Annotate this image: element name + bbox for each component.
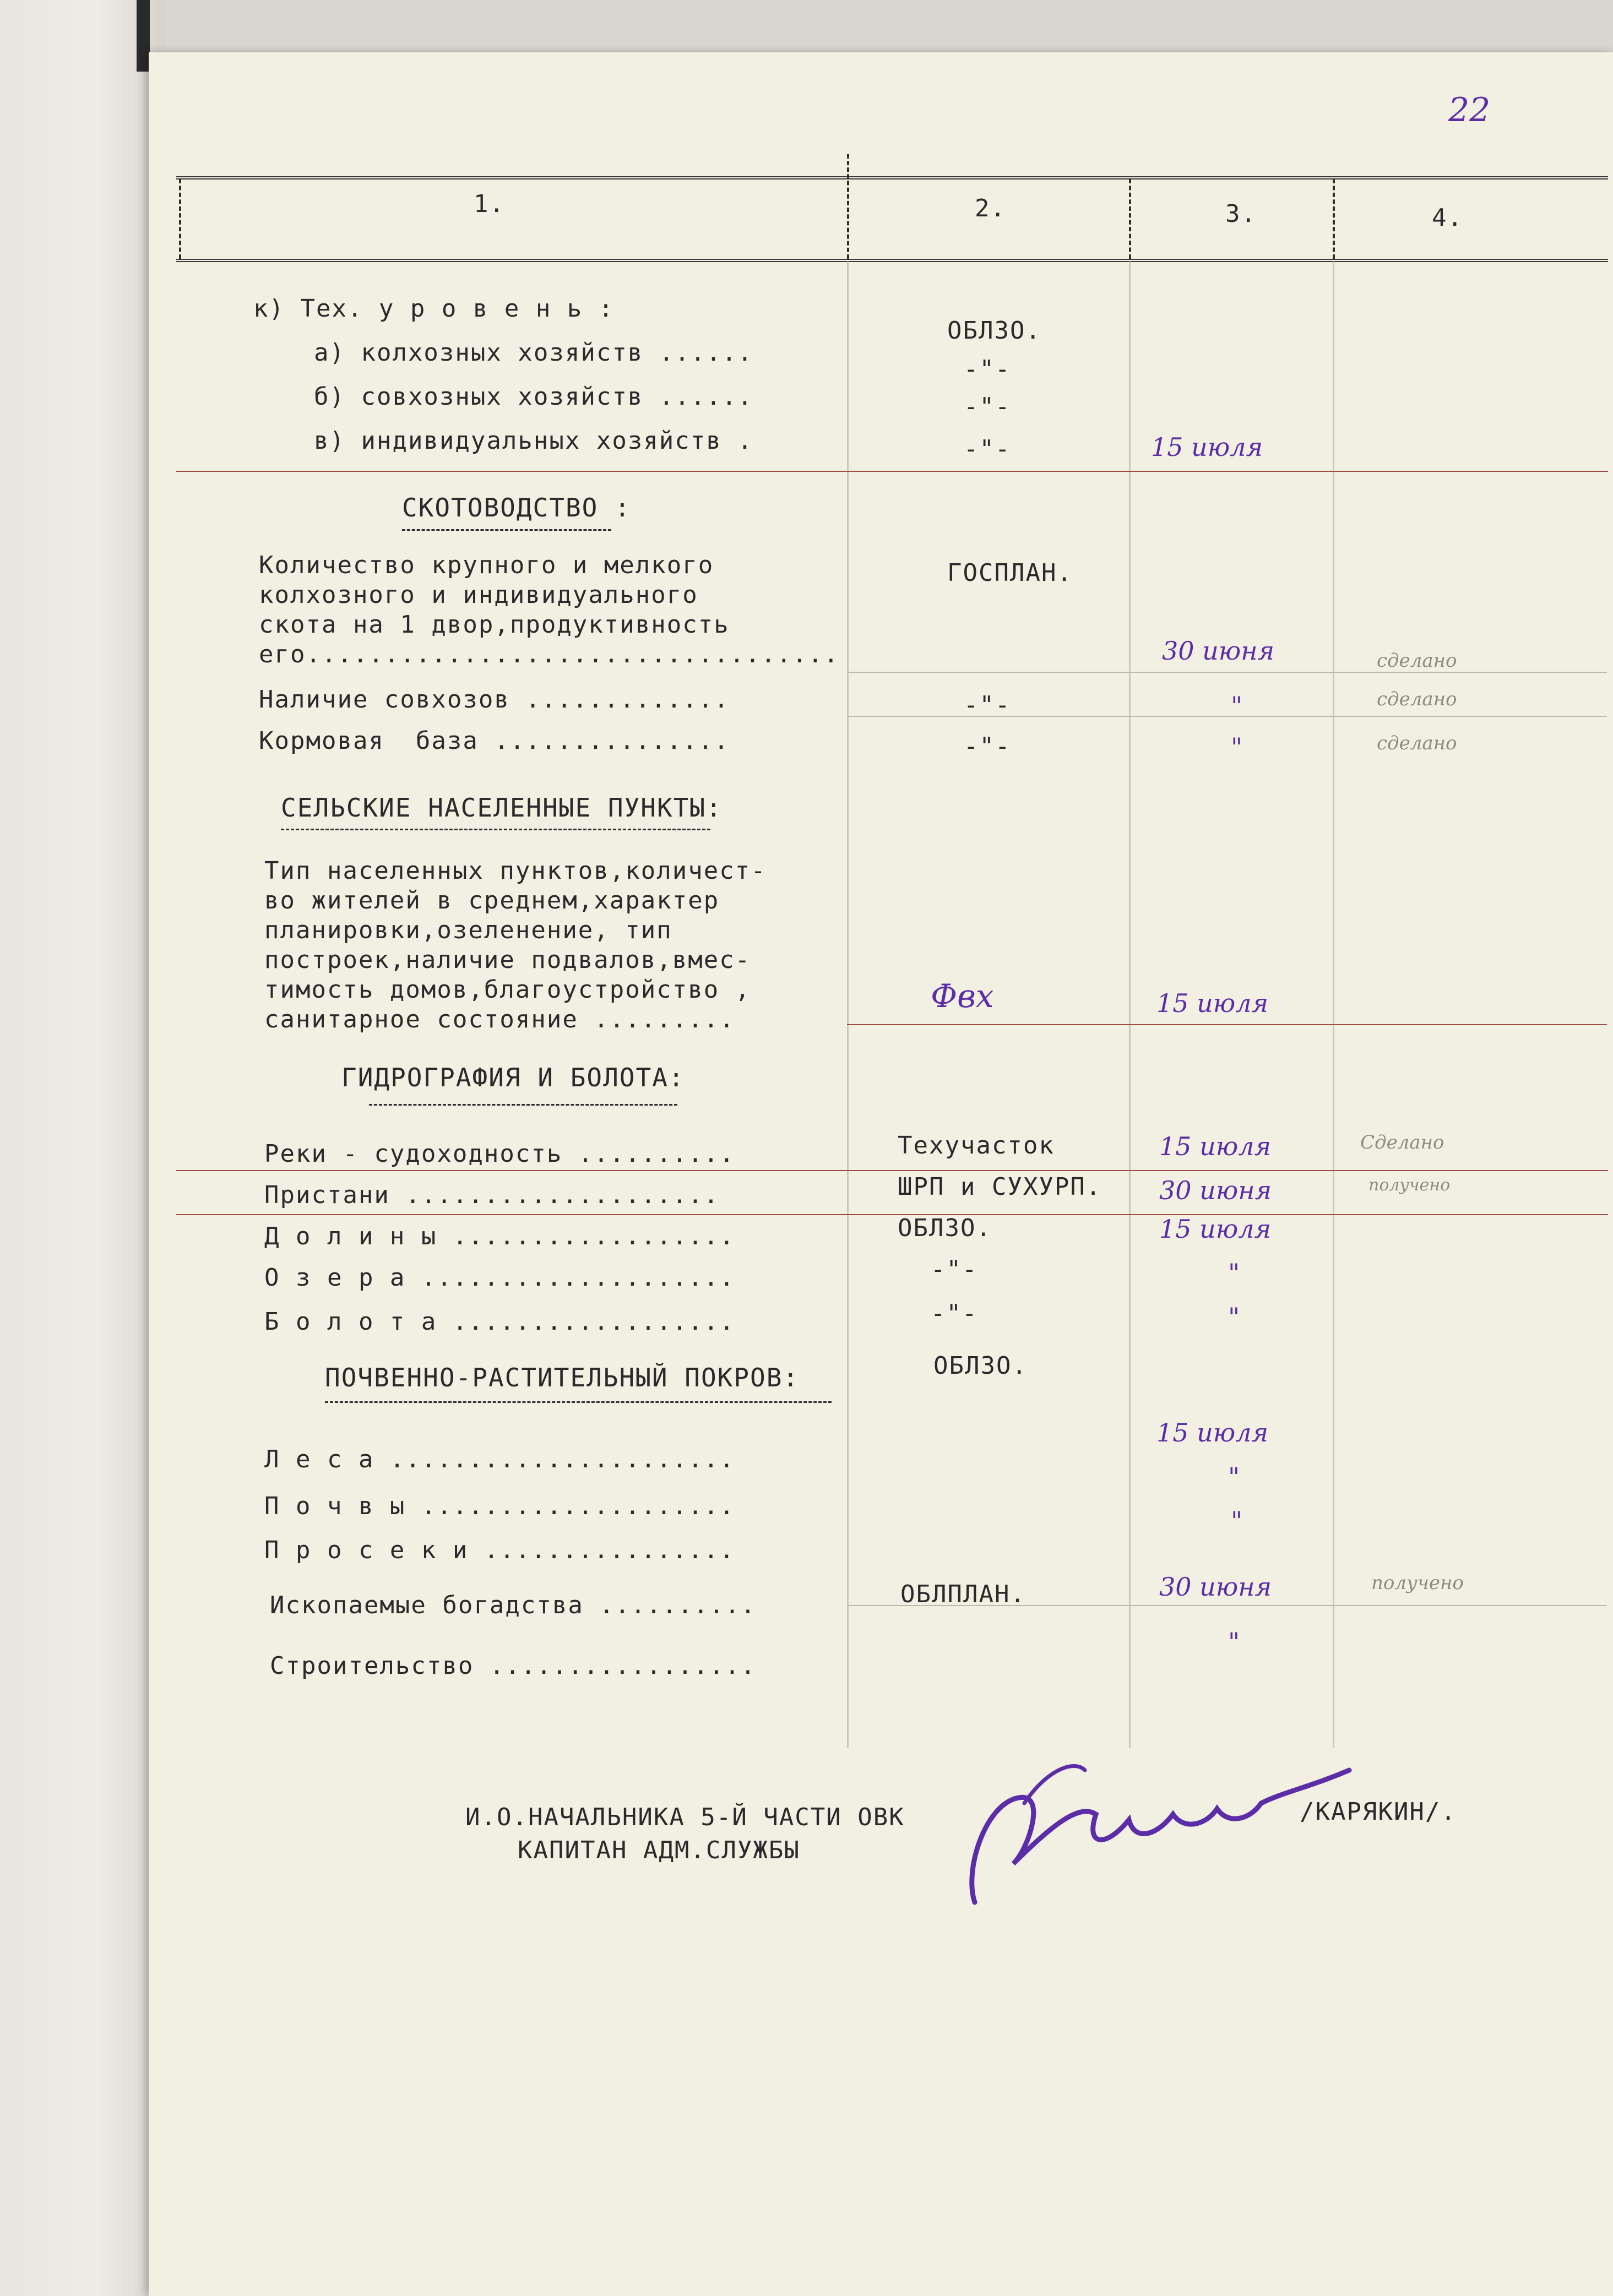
hydro-item-date: 30 июня: [1159, 1176, 1272, 1205]
soil-item-date: ": [1231, 1506, 1243, 1536]
hydro-item-resp: ШРП и СУХУРП.: [898, 1173, 1102, 1201]
livestock-item-date: 30 июня: [1162, 636, 1275, 666]
page-number: 22: [1448, 91, 1491, 129]
hydro-title: ГИДРОГРАФИЯ И БОЛОТА:: [341, 1063, 685, 1092]
handwritten-signature: [953, 1737, 1448, 1935]
column-line-2: [1129, 262, 1131, 1748]
pencil-line: [847, 1605, 1607, 1606]
signature-rank-line: КАПИТАН АДМ.СЛУЖБЫ: [518, 1836, 800, 1864]
hydro-item-label: Реки - судоходность ..........: [264, 1140, 735, 1168]
hydro-item-date: 15 июля: [1159, 1214, 1272, 1244]
hydro-item-label: О з е р а ....................: [264, 1264, 735, 1292]
hydro-item-label: Б о л о т а ..................: [264, 1308, 735, 1336]
red-ruling-line: [176, 1170, 1608, 1171]
hydro-item-label: Пристани ....................: [264, 1181, 720, 1209]
soil-item-date: 30 июня: [1159, 1572, 1272, 1602]
livestock-item-note: сделано: [1377, 688, 1457, 710]
header-bottom-rule: [176, 259, 1608, 262]
hydro-item-resp: -"-: [931, 1255, 978, 1283]
livestock-title: СКОТОВОДСТВО :: [402, 493, 631, 523]
tech-level-responsible: ОБЛЗО.: [947, 317, 1041, 345]
soil-title-underline: [325, 1401, 832, 1403]
hydro-item-note: Сделано: [1360, 1131, 1444, 1154]
column-header-2: 2.: [975, 194, 1006, 222]
tech-item-label: а) колхозных хозяйств ......: [314, 339, 753, 367]
hydro-item-date: 15 июля: [1159, 1131, 1272, 1161]
soil-item-label: П о ч в ы ....................: [264, 1492, 735, 1520]
soil-item-label: Ископаемые богадства ..........: [270, 1591, 757, 1619]
livestock-item-date: ": [1231, 691, 1243, 721]
header-divider-1: [847, 154, 849, 259]
settlements-title-underline: [281, 829, 710, 830]
document-page: [149, 52, 1613, 2296]
column-header-4: 4.: [1432, 204, 1463, 232]
livestock-item-label: Кормовая база ...............: [259, 727, 730, 755]
hydro-item-note: получено: [1368, 1176, 1451, 1195]
hydro-item-resp: Техучасток: [898, 1131, 1055, 1160]
column-header-1: 1.: [474, 190, 505, 218]
livestock-item-resp: -"-: [964, 732, 1011, 760]
hydro-item-date: ": [1228, 1258, 1240, 1288]
settlements-item-resp: Фвх: [931, 977, 994, 1015]
livestock-item-note: сделано: [1377, 650, 1457, 672]
soil-item-resp: ОБЛПЛАН.: [900, 1580, 1026, 1608]
livestock-item-label: Наличие совхозов .............: [259, 685, 730, 714]
soil-item-label: Строительство .................: [270, 1652, 757, 1680]
soil-item-note: получено: [1371, 1572, 1464, 1594]
binding-spine: [137, 0, 150, 72]
soil-item-date: ": [1228, 1462, 1240, 1492]
pencil-line: [847, 672, 1607, 673]
livestock-title-underline: [402, 529, 611, 531]
soil-item-date: 15 июля: [1156, 1418, 1269, 1448]
signature-title-line: И.О.НАЧАЛЬНИКА 5-Й ЧАСТИ ОВК: [465, 1803, 905, 1831]
tech-item-label: б) совхозных хозяйств ......: [314, 383, 753, 411]
red-ruling-line: [847, 1024, 1607, 1025]
soil-item-label: Л е с а ......................: [264, 1445, 735, 1473]
tech-level-title: к) Тех. у р о в е н ь :: [253, 295, 615, 323]
soil-responsible: ОБЛЗО.: [933, 1352, 1028, 1380]
settlements-item-date: 15 июля: [1156, 988, 1269, 1018]
column-header-3: 3.: [1225, 200, 1257, 228]
left-page-edge: [0, 0, 165, 2296]
soil-title: ПОЧВЕННО-РАСТИТЕЛЬНЫЙ ПОКРОВ:: [325, 1363, 800, 1392]
tech-item-resp: -"-: [964, 435, 1011, 463]
soil-item-date: ": [1228, 1627, 1240, 1657]
soil-item-label: П р о с е к и ................: [264, 1536, 735, 1564]
signature-name: /КАРЯКИН/.: [1300, 1798, 1457, 1826]
header-divider-left: [179, 179, 181, 259]
column-line-1: [847, 262, 849, 1748]
hydro-item-resp: ОБЛЗО.: [898, 1214, 992, 1242]
red-ruling-line: [176, 471, 1608, 472]
livestock-item-resp: ГОСПЛАН.: [947, 559, 1073, 587]
header-divider-3: [1333, 179, 1335, 259]
hydro-item-date: ": [1228, 1302, 1240, 1332]
red-ruling-line: [176, 1214, 1608, 1215]
header-top-rule: [176, 176, 1608, 179]
tech-item-resp: -"-: [964, 355, 1011, 383]
settlements-title: СЕЛЬСКИЕ НАСЕЛЕННЫЕ ПУНКТЫ:: [281, 793, 723, 823]
hydro-item-resp: -"-: [931, 1299, 978, 1327]
pencil-line: [847, 716, 1607, 717]
hydro-item-label: Д о л и н ы ..................: [264, 1222, 735, 1250]
column-line-3: [1333, 262, 1334, 1748]
tech-item-label: в) индивидуальных хозяйств .: [314, 427, 753, 455]
livestock-item-label: Количество крупного и мелкого колхозного и индивидуального скота на 1 двор,продуктивность его..................................: [259, 551, 840, 668]
settlements-item-label: Тип населенных пунктов,количест- во жителей в среднем,характер планировки,озеленение, тип построек,наличие подвалов,вмес- тимость домов,благоустройство , санитарное состояние .........: [264, 857, 767, 1033]
livestock-item-date: ": [1231, 732, 1243, 762]
tech-item-resp: -"-: [964, 393, 1011, 421]
livestock-item-note: сделано: [1377, 732, 1457, 754]
tech-item-date: 15 июля: [1151, 432, 1263, 462]
livestock-item-resp: -"-: [964, 691, 1011, 719]
hydro-title-underline: [369, 1104, 677, 1106]
header-divider-2: [1129, 179, 1131, 259]
